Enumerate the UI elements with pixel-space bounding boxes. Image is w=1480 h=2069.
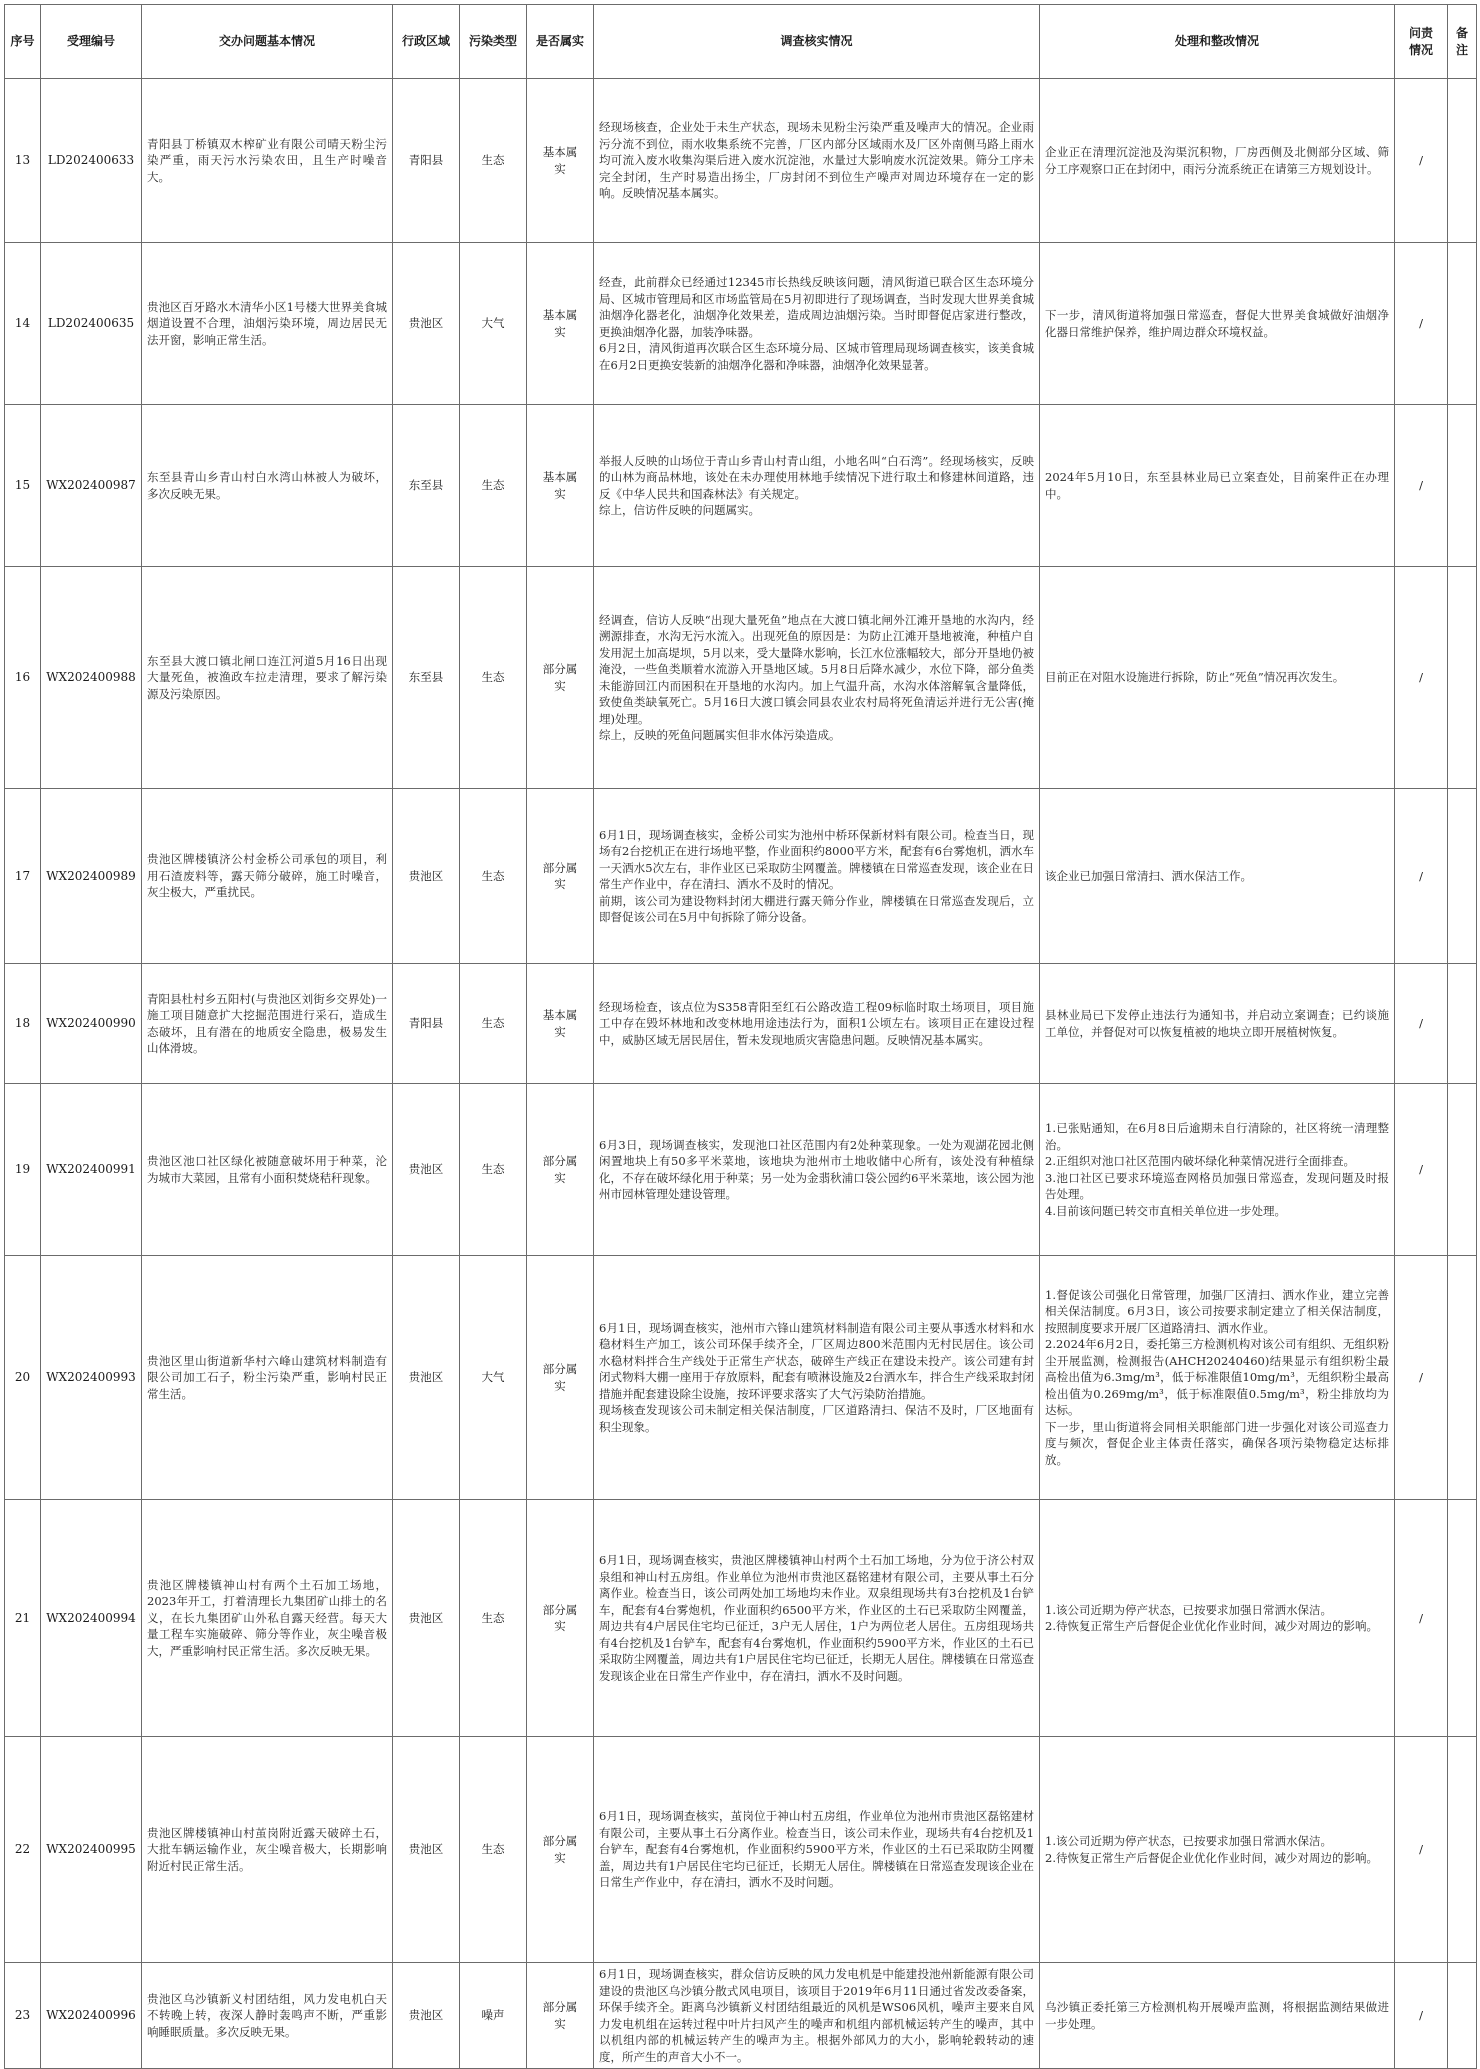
cell-verified: 部分属实 — [527, 1256, 594, 1500]
cell-no: 21 — [5, 1500, 41, 1737]
cell-remark — [1448, 405, 1477, 567]
cell-investigation: 举报人反映的山场位于青山乡青山村青山组，小地名叫“白石湾”。经现场核实，反映的山林为商品林地，该处在未办理使用林地手续情况下进行取土和修建林间道路，违反《中华人民共和国森林法》有关规定。 综上，信访件反映的问题属实。 — [594, 405, 1040, 567]
cell-issue: 贵池区乌沙镇新义村团结组，风力发电机白天不转晚上转，夜深人静时轰鸣声不断，严重影响睡眠质量。多次反映无果。 — [142, 1963, 393, 2069]
cell-verified: 基本属实 — [527, 79, 594, 243]
column-header-remark: 备 注 — [1448, 5, 1477, 79]
cell-no: 16 — [5, 567, 41, 789]
cell-region: 东至县 — [393, 405, 460, 567]
cell-issue: 贵池区里山街道新华村六峰山建筑材料制造有限公司加工石子，粉尘污染严重，影响村民正常生活。 — [142, 1256, 393, 1500]
cell-pollution: 生态 — [460, 789, 527, 964]
table-row — [5, 243, 1477, 405]
column-header-pollution: 污染类型 — [460, 5, 527, 79]
cell-rectification: 下一步，清风街道将加强日常巡查，督促大世界美食城做好油烟净化器日常维护保养，维护周边群众环境权益。 — [1040, 243, 1395, 405]
cell-verified: 部分属实 — [527, 1084, 594, 1256]
table-row — [5, 567, 1477, 789]
cell-no: 22 — [5, 1737, 41, 1963]
cell-verified: 基本属实 — [527, 243, 594, 405]
cell-rectification: 该企业已加强日常清扫、洒水保洁工作。 — [1040, 789, 1395, 964]
cell-pollution: 大气 — [460, 243, 527, 405]
cell-investigation: 经查，此前群众已经通过12345市长热线反映该问题，清风街道已联合区生态环境分局、区城市管理局和区市场监管局在5月初即进行了现场调查，当时发现大世界美食城油烟净化器老化，油烟净化效果差，造成周边油烟污染。当时即督促店家进行整改，更换油烟净化器，加装净味器。 6月2日，清风街道再次联合区生态环境分局、区城市管理局现场调查核实，该美食城在6月2日更换安装新的油烟净化器和净味器，油烟净化效果显著。 — [594, 243, 1040, 405]
cell-pollution: 生态 — [460, 964, 527, 1084]
cell-issue: 贵池区牌楼镇神山村茧岗附近露天破碎土石，大批车辆运输作业，灰尘噪音极大，长期影响附近村民正常生活。 — [142, 1737, 393, 1963]
cell-investigation: 6月1日，现场调查核实，茧岗位于神山村五房组，作业单位为池州市贵池区磊铭建材有限公司，主要从事土石分离作业。检查当日，该公司未作业，现场共有4台挖机及1台铲车，配套有4台雾炮机，作业面积约5900平方米，作业区的土石已采取防尘网覆盖，周边共有1户居民住宅均已征迁，长期无人居住。牌楼镇在日常巡查发现该企业在日常生产作业中，存在清扫，洒水不及时问题。 — [594, 1737, 1040, 1963]
cell-accountability: / — [1395, 405, 1448, 567]
cell-no: 15 — [5, 405, 41, 567]
table-row — [5, 1084, 1477, 1256]
cell-region: 贵池区 — [393, 1256, 460, 1500]
cell-region: 贵池区 — [393, 243, 460, 405]
cell-remark — [1448, 1084, 1477, 1256]
cell-rectification: 1.已张贴通知，在6月8日后逾期未自行清除的，社区将统一清理整治。 2.正组织对池口社区范围内破坏绿化种菜情况进行全面排查。 3.池口社区已要求环境巡查网格员加强日常巡查，发现问题及时报告处理。 4.目前该问题已转交市直相关单位进一步处理。 — [1040, 1084, 1395, 1256]
column-header-rectification: 处理和整改情况 — [1040, 5, 1395, 79]
cell-investigation: 6月1日，现场调查核实，贵池区牌楼镇神山村两个土石加工场地，分为位于济公村双泉组和神山村五房组。作业单位为池州市贵池区磊铭建材有限公司，主要从事土石分离作业。检查当日，该公司两处加工场地均未作业。双泉组现场共有3台挖机及1台铲车，配套有4台雾炮机，作业面积约6500平方米，作业区的土石已采取防尘网覆盖，周边共有4户居民住宅均已征迁，3户无人居住，1户为两位老人居住。五房组现场共有4台挖机及1台铲车，配套有4台雾炮机，作业面积约5900平方米，作业区的土石已采取防尘网覆盖，周边共有1户居民住宅均已征迁，长期无人居住。牌楼镇在日常巡查发现该企业在日常生产作业中，存在清扫，洒水不及时问题。 — [594, 1500, 1040, 1737]
table-header-row — [5, 5, 1477, 79]
cell-accountability: / — [1395, 1084, 1448, 1256]
cell-issue: 贵池区牌楼镇济公村金桥公司承包的项目，利用石渣废料等，露天筛分破碎，施工时噪音，灰尘极大，严重扰民。 — [142, 789, 393, 964]
cell-pollution: 大气 — [460, 1256, 527, 1500]
cell-id: WX202400995 — [41, 1737, 142, 1963]
table-row — [5, 1500, 1477, 1737]
cell-remark — [1448, 1500, 1477, 1737]
table-row — [5, 405, 1477, 567]
cell-remark — [1448, 789, 1477, 964]
cell-issue: 贵池区百牙路水木清华小区1号楼大世界美食城烟道设置不合理，油烟污染环境，周边居民无法开窗，影响正常生活。 — [142, 243, 393, 405]
cell-region: 贵池区 — [393, 789, 460, 964]
cell-investigation: 经现场检查，该点位为S358青阳至红石公路改造工程09标临时取土场项目，项目施工中存在毁坏林地和改变林地用途违法行为，面积1公顷左右。该项目正在建设过程中，威胁区域无居民居住，暂未发现地质灾害隐患问题。反映情况基本属实。 — [594, 964, 1040, 1084]
cell-id: WX202400989 — [41, 789, 142, 964]
cell-pollution: 噪声 — [460, 1963, 527, 2069]
cell-pollution: 生态 — [460, 1500, 527, 1737]
cell-remark — [1448, 79, 1477, 243]
cell-id: WX202400990 — [41, 964, 142, 1084]
cell-id: WX202400987 — [41, 405, 142, 567]
cell-rectification: 企业正在清理沉淀池及沟渠沉积物，厂房西侧及北侧部分区域、筛分工序观察口正在封闭中，雨污分流系统正在请第三方规划设计。 — [1040, 79, 1395, 243]
table-row — [5, 1256, 1477, 1500]
cell-investigation: 6月3日，现场调查核实，发现池口社区范围内有2处种菜现象。一处为观湖花园北侧闲置地块上有50多平米菜地，该地块为池州市土地收储中心所有，该处没有种植绿化，不存在破坏绿化用于种菜；另一处为金翡秋浦口袋公园约6平米菜地，该公园为池州市园林管理处建设管理。 — [594, 1084, 1040, 1256]
cell-accountability: / — [1395, 964, 1448, 1084]
cell-remark — [1448, 1963, 1477, 2069]
cell-investigation: 经调查，信访人反映“出现大量死鱼”地点在大渡口镇北闸外江滩开垦地的水沟内，经溯源排查，水沟无污水流入。出现死鱼的原因是：为防止江滩开垦地被淹，种植户自发用泥土加高堤坝，5月以来，受大量降水影响，长江水位涨幅较大，部分开垦地仍被淹没，一些鱼类顺着水流游入开垦地区域。5月8日后降水减少，水位下降，部分鱼类未能游回江内而困积在开垦地的水沟内。加上气温升高，水沟水体溶解氧含量降低，致使鱼类缺氧死亡。5月16日大渡口镇会同县农业农村局将死鱼清运并进行无公害(掩埋)处理。 综上，反映的死鱼问题属实但非水体污染造成。 — [594, 567, 1040, 789]
complaint-table — [4, 4, 1477, 2069]
cell-remark — [1448, 1256, 1477, 1500]
table-row — [5, 789, 1477, 964]
cell-issue: 东至县青山乡青山村白水湾山林被人为破坏，多次反映无果。 — [142, 405, 393, 567]
cell-rectification: 1.该公司近期为停产状态，已按要求加强日常洒水保洁。 2.待恢复正常生产后督促企业优化作业时间，减少对周边的影响。 — [1040, 1500, 1395, 1737]
cell-id: WX202400988 — [41, 567, 142, 789]
cell-accountability: / — [1395, 567, 1448, 789]
cell-issue: 贵池区池口社区绿化被随意破坏用于种菜，沦为城市大菜园，且常有小面积焚烧秸秆现象。 — [142, 1084, 393, 1256]
column-header-no: 序号 — [5, 5, 41, 79]
cell-verified: 基本属实 — [527, 405, 594, 567]
cell-accountability: / — [1395, 79, 1448, 243]
cell-no: 20 — [5, 1256, 41, 1500]
cell-no: 19 — [5, 1084, 41, 1256]
table-row — [5, 1963, 1477, 2069]
table-body — [5, 79, 1477, 2069]
column-header-accountability: 问责 情况 — [1395, 5, 1448, 79]
cell-pollution: 生态 — [460, 405, 527, 567]
cell-id: WX202400991 — [41, 1084, 142, 1256]
cell-accountability: / — [1395, 243, 1448, 405]
cell-accountability: / — [1395, 1256, 1448, 1500]
cell-investigation: 6月1日，现场调查核实，金桥公司实为池州中桥环保新材料有限公司。检查当日，现场有2台挖机正在进行场地平整，作业面积约8000平方米，配套有6台雾炮机，洒水车一天洒水5次左右，非作业区已采取防尘网覆盖。牌楼镇在日常巡查发现，该企业在日常生产作业中，存在清扫、洒水不及时的情况。 前期，该公司为建设物料封闭大棚进行露天筛分作业，牌楼镇在日常巡查发现后，立即督促该公司在5月中旬拆除了筛分设备。 — [594, 789, 1040, 964]
cell-id: WX202400993 — [41, 1256, 142, 1500]
cell-issue: 青阳县杜村乡五阳村(与贵池区刘街乡交界处)一施工项目随意扩大挖掘范围进行采石，造成生态破坏，且有潜在的地质安全隐患，极易发生山体滑坡。 — [142, 964, 393, 1084]
cell-id: WX202400996 — [41, 1963, 142, 2069]
cell-verified: 部分属实 — [527, 789, 594, 964]
cell-remark — [1448, 1737, 1477, 1963]
cell-no: 14 — [5, 243, 41, 405]
cell-issue: 青阳县丁桥镇双木榨矿业有限公司晴天粉尘污染严重，雨天污水污染农田，且生产时噪音大。 — [142, 79, 393, 243]
cell-rectification: 县林业局已下发停止违法行为通知书，并启动立案调查；已约谈施工单位，并督促对可以恢复植被的地块立即开展植树恢复。 — [1040, 964, 1395, 1084]
column-header-investigation: 调查核实情况 — [594, 5, 1040, 79]
cell-region: 贵池区 — [393, 1963, 460, 2069]
cell-accountability: / — [1395, 1500, 1448, 1737]
table-row — [5, 964, 1477, 1084]
cell-rectification: 2024年5月10日，东至县林业局已立案查处，目前案件正在办理中。 — [1040, 405, 1395, 567]
cell-rectification: 乌沙镇正委托第三方检测机构开展噪声监测，将根据监测结果做进一步处理。 — [1040, 1963, 1395, 2069]
column-header-verified: 是否属实 — [527, 5, 594, 79]
cell-region: 青阳县 — [393, 79, 460, 243]
complaint-table-sheet — [4, 4, 1476, 2069]
cell-remark — [1448, 243, 1477, 405]
cell-verified: 部分属实 — [527, 567, 594, 789]
cell-issue: 贵池区牌楼镇神山村有两个土石加工场地，2023年开工，打着清理长九集团矿山排土的名义，在长九集团矿山外私自露天经营。每天大量工程车实施破碎、筛分等作业，灰尘噪音极大，严重影响村民正常生活。多次反映无果。 — [142, 1500, 393, 1737]
cell-investigation: 6月1日，现场调查核实，池州市六锋山建筑材料制造有限公司主要从事透水材料和水稳材料生产加工，该公司环保手续齐全，厂区周边800米范围内无村民居住。该公司水稳材料拌合生产线处于正常生产状态，破碎生产线正在建设未投产。该公司建有封闭式物料大棚一座用于存放原料，配套有喷淋设施及2台洒水车，拌合生产线采取封闭措施并配套建设除尘设施，按环评要求落实了大气污染防治措施。 现场核查发现该公司未制定相关保洁制度，厂区道路清扫、保洁不及时，厂区地面有积尘现象。 — [594, 1256, 1040, 1500]
cell-region: 东至县 — [393, 567, 460, 789]
column-header-id: 受理编号 — [41, 5, 142, 79]
column-header-issue: 交办问题基本情况 — [142, 5, 393, 79]
cell-investigation: 6月1日，现场调查核实，群众信访反映的风力发电机是中能建投池州新能源有限公司建设的贵池区乌沙镇分散式风电项目，该项目于2019年6月11日通过省发改委备案，环保手续齐全。距离乌沙镇新义村团结组最近的风机是WS06风机，噪声主要来自风力发电机组在运转过程中叶片扫风产生的噪声和机组内部机械运转产生的噪声，其中以机组内部的机械运转产生的噪声为主。根据外部风力的大小，影响轮毂转动的速度，所产生的声音大小不一。 — [594, 1963, 1040, 2069]
cell-rectification: 目前正在对阻水设施进行拆除，防止“死鱼”情况再次发生。 — [1040, 567, 1395, 789]
cell-pollution: 生态 — [460, 567, 527, 789]
cell-id: LD202400633 — [41, 79, 142, 243]
cell-id: WX202400994 — [41, 1500, 142, 1737]
cell-remark — [1448, 567, 1477, 789]
cell-id: LD202400635 — [41, 243, 142, 405]
cell-no: 17 — [5, 789, 41, 964]
cell-no: 13 — [5, 79, 41, 243]
cell-accountability: / — [1395, 789, 1448, 964]
cell-region: 贵池区 — [393, 1084, 460, 1256]
cell-region: 贵池区 — [393, 1737, 460, 1963]
cell-no: 23 — [5, 1963, 41, 2069]
cell-verified: 部分属实 — [527, 1737, 594, 1963]
cell-no: 18 — [5, 964, 41, 1084]
cell-rectification: 1.该公司近期为停产状态，已按要求加强日常洒水保洁。 2.待恢复正常生产后督促企业优化作业时间，减少对周边的影响。 — [1040, 1737, 1395, 1963]
table-row — [5, 79, 1477, 243]
cell-remark — [1448, 964, 1477, 1084]
cell-pollution: 生态 — [460, 1737, 527, 1963]
cell-pollution: 生态 — [460, 1084, 527, 1256]
column-header-region: 行政区域 — [393, 5, 460, 79]
cell-pollution: 生态 — [460, 79, 527, 243]
cell-accountability: / — [1395, 1963, 1448, 2069]
cell-verified: 部分属实 — [527, 1500, 594, 1737]
cell-verified: 基本属实 — [527, 964, 594, 1084]
cell-region: 青阳县 — [393, 964, 460, 1084]
cell-investigation: 经现场核查，企业处于未生产状态，现场未见粉尘污染严重及噪声大的情况。企业雨污分流不到位，雨水收集系统不完善，厂区内部分区域雨水及厂区外南侧马路上雨水均可流入废水收集沟渠后进入废水沉淀池，水量过大影响废水沉淀效果。筛分工序未完全封闭，生产时易造出扬尘，厂房封闭不到位生产噪声对周边环境存在一定的影响。反映情况基本属实。 — [594, 79, 1040, 243]
cell-rectification: 1.督促该公司强化日常管理，加强厂区清扫、洒水作业，建立完善相关保洁制度。6月3日，该公司按要求制定建立了相关保洁制度，按照制度要求开展厂区道路清扫、洒水作业。 2.2024年6月2日，委托第三方检测机构对该公司有组织、无组织粉尘开展监测，检测报告(AHCH20240460)结果显示有组织粉尘最高检出值为6.3mg/m³，低于标准限值10mg/m³，无组织粉尘最高检出值为0.269mg/m³，低于标准限值0.5mg/m³，粉尘排放均为达标。 下一步，里山街道将会同相关职能部门进一步强化对该公司巡查力度与频次，督促企业主体责任落实，确保各项污染物稳定达标排放。 — [1040, 1256, 1395, 1500]
cell-region: 贵池区 — [393, 1500, 460, 1737]
cell-issue: 东至县大渡口镇北闸口连江河道5月16日出现大量死鱼，被渔政车拉走清理，要求了解污染源及污染原因。 — [142, 567, 393, 789]
cell-verified: 部分属实 — [527, 1963, 594, 2069]
table-row — [5, 1737, 1477, 1963]
cell-accountability: / — [1395, 1737, 1448, 1963]
